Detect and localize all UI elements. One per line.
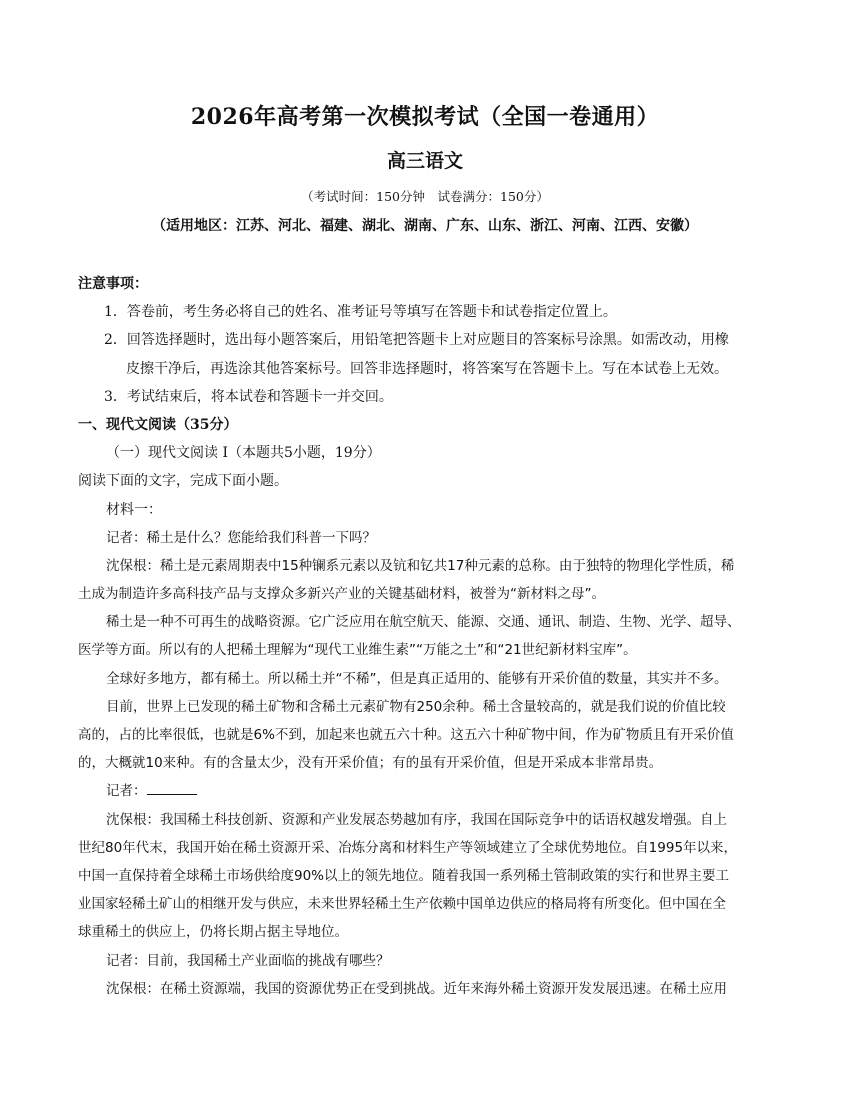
passage-paragraph: 记者：目前，我国稀土产业面临的挑战有哪些？ bbox=[106, 952, 390, 969]
passage-line: 稀土是一种不可再生的战略资源。它广泛应用在航空航天、能源、交通、通讯、制造、生物、光学、超导、 bbox=[106, 614, 741, 631]
exam-body bbox=[78, 270, 778, 1003]
note-item-3: 3．考试结束后，将本试卷和答题卡一并交回。 bbox=[104, 388, 393, 405]
passage-line: 沈保根：我国稀土科技创新、资源和产业发展态势越加有序，我国在国际竞争中的话语权越发增强。自上 bbox=[106, 811, 727, 828]
passage-line: 球重稀土的供应上，仍将长期占据主导地位。 bbox=[78, 924, 348, 941]
section-heading: 一、现代文阅读（35分） bbox=[78, 416, 238, 433]
reporter-question-blank bbox=[78, 777, 778, 805]
note-item-1: 1．答卷前，考生务必将自己的姓名、准考证号等填写在答题卡和试卷指定位置上。 bbox=[104, 304, 617, 321]
passage-line: 土成为制造许多高科技产品与支撑众多新兴产业的关键基础材料，被誉为“新材料之母”。 bbox=[78, 586, 605, 603]
passage-line: 高的，占的比率很低，也就是6%不到，加起来也就五六十种。这五六十种矿物中间，作为矿物质且有开采价值 bbox=[78, 727, 734, 743]
passage-line: 的，大概就10来种。有的含量太少，没有开采价值；有的虽有开采价值，但是开采成本非常昂贵。 bbox=[78, 755, 663, 772]
note-item-2-line-2: 皮擦干净后，再选涂其他答案标号。回答非选择题时，将答案写在答题卡上。写在本试卷上无效。 bbox=[126, 360, 728, 377]
reading-instruction: 阅读下面的文字，完成下面小题。 bbox=[78, 473, 288, 490]
answer-blank bbox=[147, 780, 197, 795]
passage-line: 目前，世界上已发现的稀土矿物和含稀土元素矿物有250余种。稀土含量较高的，就是我们说的价值比较 bbox=[106, 698, 726, 715]
reporter-label: 记者： bbox=[106, 783, 147, 800]
passage-line: 医学等方面。所以有的人把稀土理解为“现代工业维生素”“万能之土”和“21世纪新材料宝库”。 bbox=[78, 642, 637, 659]
passage-line: 沈保根：在稀土资源端，我国的资源优势正在受到挑战。近年来海外稀土资源开发发展迅速。在稀土应用 bbox=[106, 980, 727, 997]
passage-line: 世纪80年代末，我国开始在稀土资源开采、冶炼分离和材料生产等领域建立了全球优势地位。自1995年以来， bbox=[78, 839, 738, 856]
material-label: 材料一： bbox=[106, 501, 162, 518]
exam-title: 2026年高考第一次模拟考试（全国一卷通用） bbox=[190, 104, 660, 130]
passage-line: 沈保根：稀土是元素周期表中15种镧系元素以及钪和钇共17种元素的总称。由于独特的物理化学性质，稀 bbox=[106, 557, 735, 574]
passage-line: 中国一直保持着全球稀土市场供给度90%以上的领先地位。随着我国一系列稀土管制政策的实行和世界主要工 bbox=[78, 867, 730, 884]
subsection-heading: （一）现代文阅读 I（本题共5小题，19分） bbox=[106, 445, 381, 462]
note-item-2-line-1: 2．回答选择题时，选出每小题答案后，用铅笔把答题卡上对应题目的答案标号涂黑。如需改动，用橡 bbox=[104, 332, 729, 349]
applicable-regions: （适用地区：江苏、河北、福建、湖北、湖南、广东、山东、浙江、河南、江西、安徽） bbox=[152, 218, 698, 234]
passage-line: 业国家轻稀土矿山的相继开发与供应，未来世界轻稀土生产依赖中国单边供应的格局将有所变化。但中国在全 bbox=[78, 896, 726, 913]
passage-paragraph: 全球好多地方，都有稀土。所以稀土并“不稀”，但是真正适用的、能够有开采价值的数量，其实并不多。 bbox=[106, 670, 728, 687]
exam-subject: 高三语文 bbox=[386, 150, 463, 172]
exam-time-info: （考试时间：150分钟 试卷满分：150分） bbox=[301, 189, 549, 204]
passage-paragraph: 记者：稀土是什么？您能给我们科普一下吗？ bbox=[106, 529, 376, 546]
notes-heading: 注意事项： bbox=[78, 276, 148, 292]
